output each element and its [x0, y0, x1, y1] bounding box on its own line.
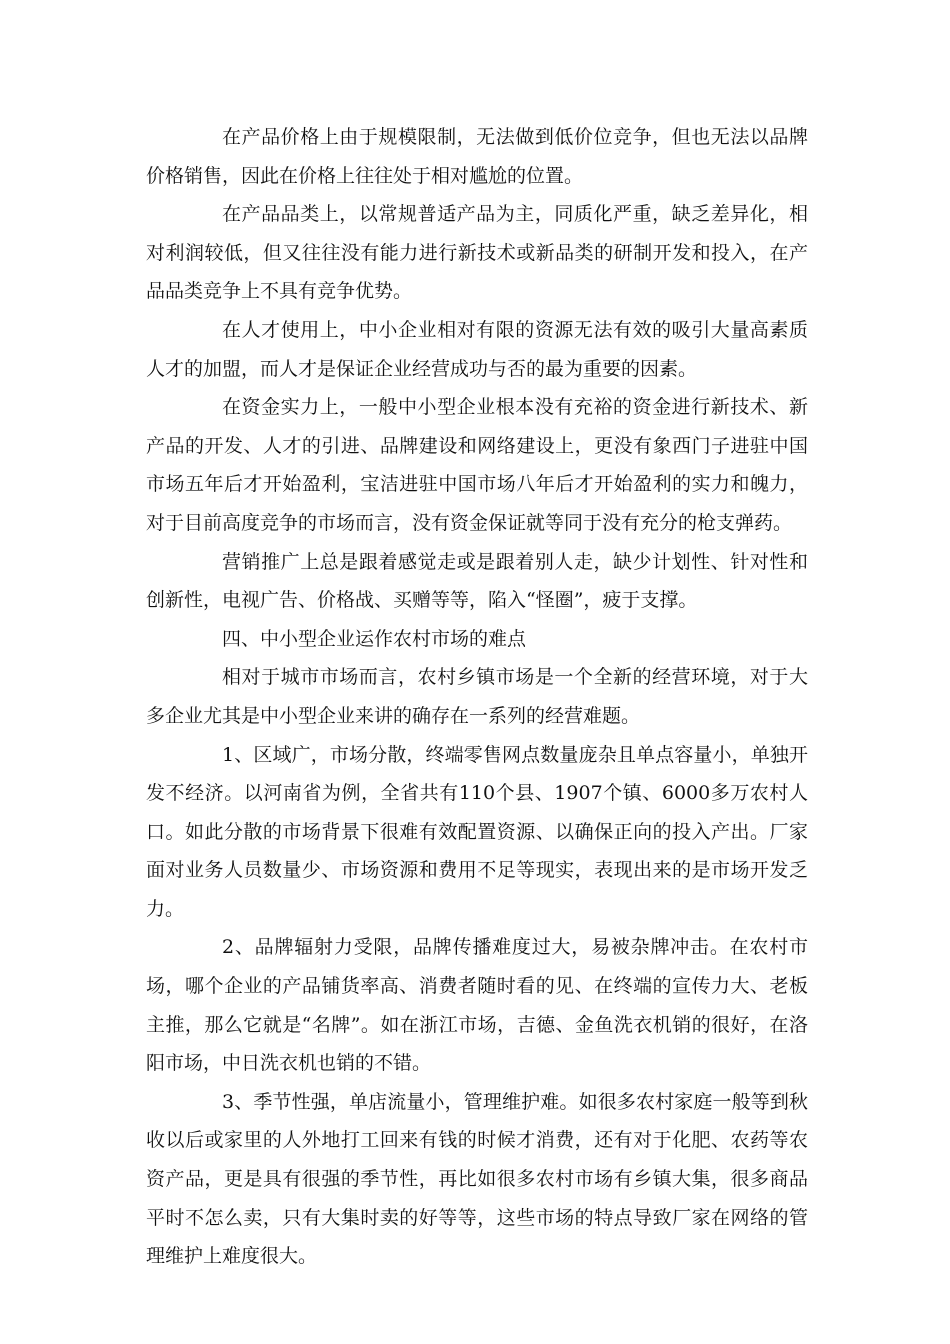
paragraph-capital: 在资金实力上，一般中小型企业根本没有充裕的资金进行新技术、新产品的开发、人才的引进、品牌建设和网络建设上，更没有象西门子进驻中国市场五年后才开始盈利，宝洁进驻中国市场八年后才开始盈利的实力和魄力，对于目前高度竞争的市场而言，没有资金保证就等同于没有充分的枪支弹药。 — [146, 396, 808, 534]
paragraph-point-1: 1、区域广，市场分散，终端零售网点数量庞杂且单点容量小，单独开发不经济。以河南省为例，全省共有110个县、1907个镇、6000多万农村人口。如此分散的市场背景下很难有效配置资源、以确保正向的投入产出。厂家面对业务人员数量少、市场资源和费用不足等现实，表现出来的是市场开发乏力。 — [146, 743, 808, 920]
paragraph-point-3: 3、季节性强，单店流量小，管理维护难。如很多农村家庭一般等到秋收以后或家里的人外地打工回来有钱的时候才消费，还有对于化肥、农药等农资产品，更是具有很强的季节性，再比如很多农村市场有乡镇大集，很多商品平时不怎么卖，只有大集时卖的好等等，这些市场的特点导致厂家在网络的管理维护上难度很大。 — [146, 1090, 808, 1268]
paragraph-marketing: 营销推广上总是跟着感觉走或是跟着别人走，缺少计划性、针对性和创新性，电视广告、价格战、买赠等等，陷入“怪圈”，疲于支撑。 — [146, 550, 808, 612]
paragraph-talent: 在人才使用上，中小企业相对有限的资源无法有效的吸引大量高素质人才的加盟，而人才是保证企业经营成功与否的最为重要的因素。 — [146, 318, 808, 380]
paragraph-point-2: 2、品牌辐射力受限，品牌传播难度过大，易被杂牌冲击。在农村市场，哪个企业的产品铺货率高、消费者随时看的见、在终端的宣传力大、老板主推，那么它就是“名牌”。如在浙江市场，吉德、金鱼洗衣机销的很好，在洛阳市场，中日洗衣机也销的不错。 — [146, 936, 808, 1075]
document-body — [146, 118, 808, 1276]
paragraph-price: 在产品价格上由于规模限制，无法做到低价位竞争，但也无法以品牌价格销售，因此在价格上往往处于相对尴尬的位置。 — [146, 126, 808, 187]
paragraph-category: 在产品品类上，以常规普适产品为主，同质化严重，缺乏差异化，相对利润较低，但又往往没有能力进行新技术或新品类的研制开发和投入，在产品品类竞争上不具有竞争优势。 — [146, 203, 808, 303]
paragraph-intro: 相对于城市市场而言，农村乡镇市场是一个全新的经营环境，对于大多企业尤其是中小型企业来讲的确存在一系列的经营难题。 — [146, 666, 808, 727]
section-heading: 四、中小型企业运作农村市场的难点 — [222, 627, 527, 650]
